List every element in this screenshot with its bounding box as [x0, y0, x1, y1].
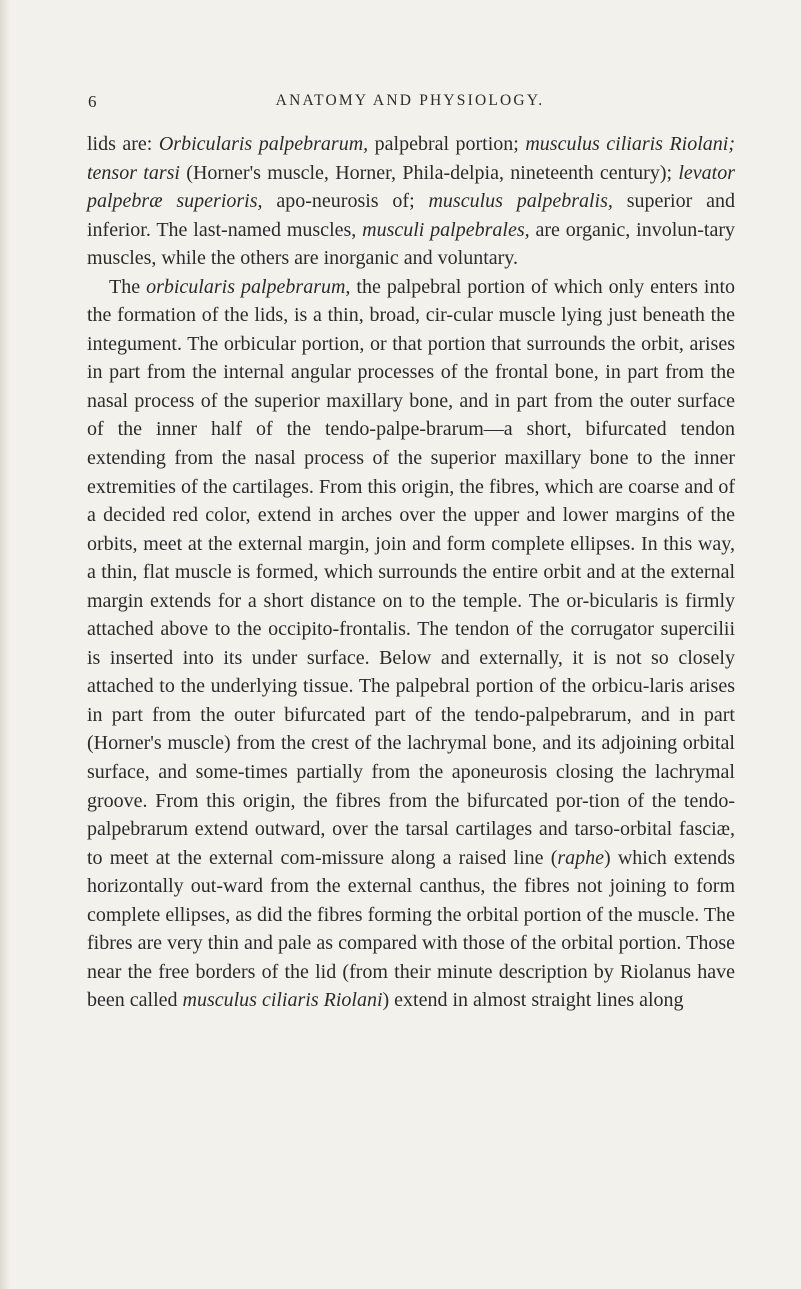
body-text — [87, 130, 735, 1015]
text-run: The — [109, 275, 147, 298]
running-head: ANATOMY AND PHYSIOLOGY. — [275, 92, 545, 109]
paragraph-1 — [87, 130, 735, 273]
italic-term: musculus ciliaris Riolani — [182, 989, 383, 1012]
text-run: the palpebral portion of which only enters into the formation of the lids, is a thin, broad, cir-cular muscle lying just beneath the integument. The orbicular portion, or that portion that surrounds the orbit, arises in part from the internal angular processes of the frontal bone, in part from the nasal process of the superior maxillary bone, and in part from the outer surface of the inner half of the tendo-palpe-brarum—a short, bifurcated tendon extending from the nasal process of the superior maxillary bone to the inner extremities of the cartilages. From this origin, the fibres, which are coarse and of a decided red color, extend in arches over the upper and lower margins of the orbits, meet at the external margin, join and form complete ellipses. In this way, a thin, flat muscle is formed, which surrounds the entire orbit and at the external margin extends for a short distance on to the temple. The or-bicularis is firmly attached above to the occipito-frontalis. The tendon of the corrugator supercilii is inserted into its under surface. Below and externally, it is not so closely attached to the underlying tissue. The palpebral portion of the orbicu-laris arises in part from the outer bifurcated part of the tendo-palpebrarum, and in part (Horner's muscle) from the crest of the lachrymal bone, and its adjoining orbital surface, and some-times partially from the aponeurosis closing the lachrymal groove. From this origin, the fibres from the bifurcated por-tion of the tendo-palpebrarum extend outward, over the tarsal cartilages and tarso-orbital fasciæ, to meet at the external com-missure along a raised line ( — [87, 275, 735, 869]
text-run: ) which extends horizontally out-ward from the external canthus, the fibres not joining to form complete ellipses, as did the fibres forming the orbital portion of the muscle. The fibres are very thin and pale as compared with those of the orbital portion. Those near the free borders of the lid (from their minute description by Riolanus have been called — [87, 846, 735, 1012]
italic-term: raphe — [557, 846, 605, 869]
italic-term: Orbicularis palpebrarum, — [158, 133, 369, 155]
page-number: 6 — [88, 92, 98, 111]
text-run: (Horner's muscle, Horner, Phila-delpia, nineteenth century); — [179, 161, 679, 184]
text-run: ) extend in almost straight lines along — [382, 989, 684, 1012]
italic-term: musculus ciliaris Riolani; tensor tarsi — [87, 133, 735, 184]
italic-term: musculi palpebrales, — [362, 218, 530, 241]
italic-term: musculus palpebralis, — [428, 190, 613, 213]
text-run: superior and inferior. The last-named muscles, — [87, 190, 735, 241]
text-run: lids are: — [87, 133, 159, 155]
page-header — [88, 92, 732, 116]
italic-term: orbicularis palpebrarum, — [146, 275, 351, 298]
text-run: are organic, involun-tary muscles, while the others are inorganic and voluntary. — [87, 218, 736, 270]
page-edge-shadow — [0, 0, 10, 1289]
italic-term: levator palpebræ superioris, — [87, 161, 735, 213]
paragraph-2 — [87, 273, 735, 1015]
text-run: apo-neurosis of; — [262, 190, 429, 213]
text-run: palpebral portion; — [368, 133, 526, 155]
